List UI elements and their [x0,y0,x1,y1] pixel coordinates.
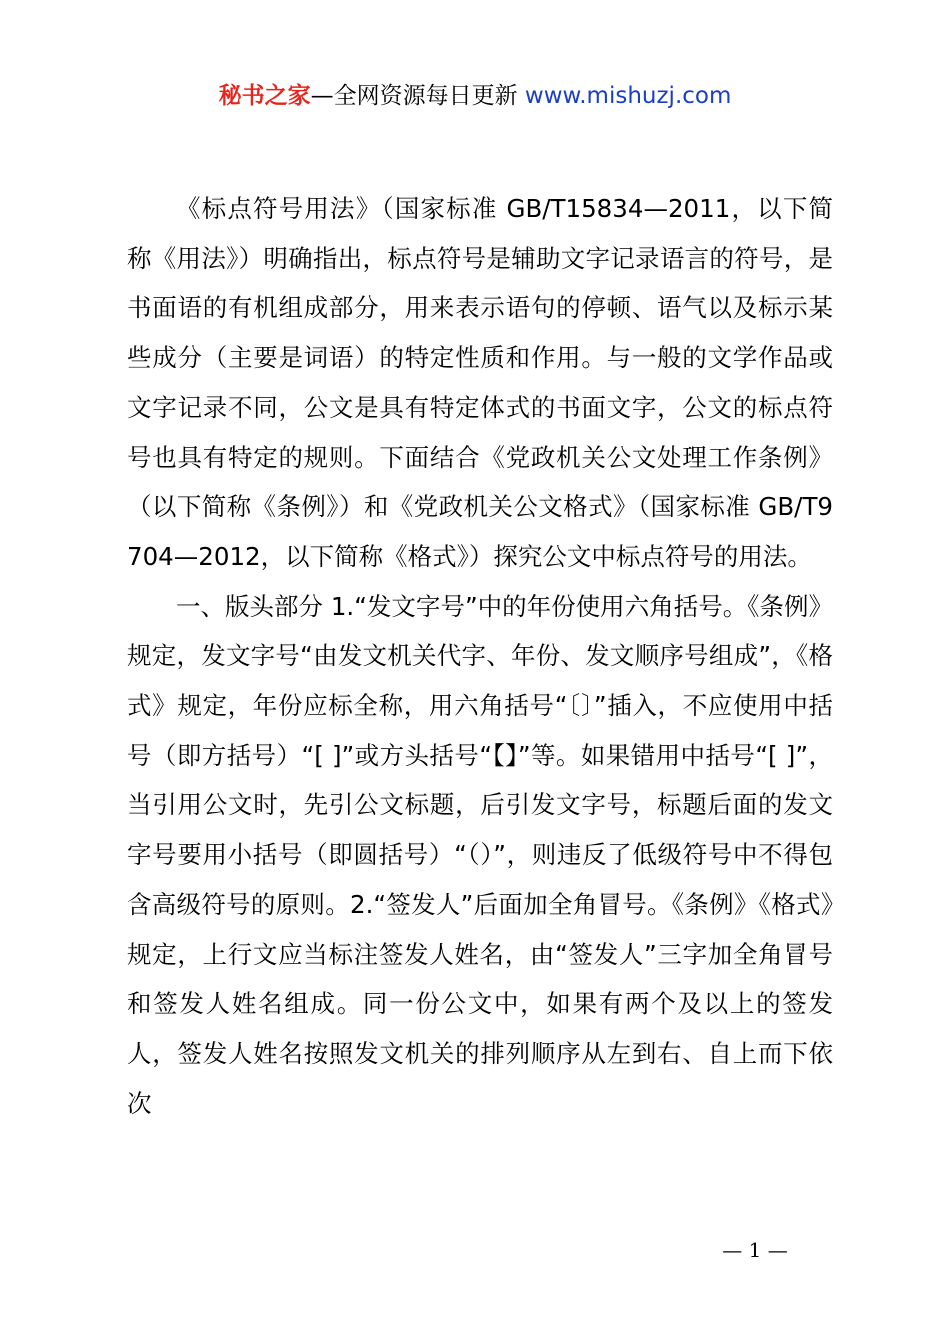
site-tagline: —全网资源每日更新 [310,83,525,109]
page-header [0,80,950,112]
site-brand: 秘书之家 [218,83,311,109]
document-body [127,184,833,1128]
body-paragraph-intro: 《标点符号用法》（国家标准 GB/T15834—2011，以下简称《用法》）明确指出，标点符号是辅助文字记录语言的符号，是书面语的有机组成部分，用来表示语句的停顿、语气以及标示某些成分（主要是词语）的特定性质和作用。与一般的文学作品或文字记录不同，公文是具有特定体式的书面文字，公文的标点符号也具有特定的规则。下面结合《党政机关公文处理工作条例》（以下简称《条例》）和《党政机关公文格式》（国家标准 GB/T9704—2012，以下简称《格式》）探究公文中标点符号的用法。 [127,194,833,571]
body-paragraph-section-one: 一、版头部分 1.“发文字号”中的年份使用六角括号。《条例》规定，发文字号“由发文机关代字、年份、发文顺序号组成”，《格式》规定，年份应标全称，用六角括号“〔〕”插入，不应使用中括号（即方括号）“[ ]”或方头括号“【】”等。如果错用中括号“[ ]”，当引用公文时，先引公文标题，后引发文字号，标题后面的发文字号要用小括号（即圆括号）“（）”，则违反了低级符号中不得包含高级符号的原则。2.“签发人”后面加全角冒号。《条例》《格式》规定，上行文应当标注签发人姓名，由“签发人”三字加全角冒号和签发人姓名组成。同一份公文中，如果有两个及以上的签发人，签发人姓名按照发文机关的排列顺序从左到右、自上而下依次 [127,591,833,1118]
page-number: — 1 — [722,1238,788,1262]
site-url-link[interactable]: www.mishuzj.com [524,83,732,109]
